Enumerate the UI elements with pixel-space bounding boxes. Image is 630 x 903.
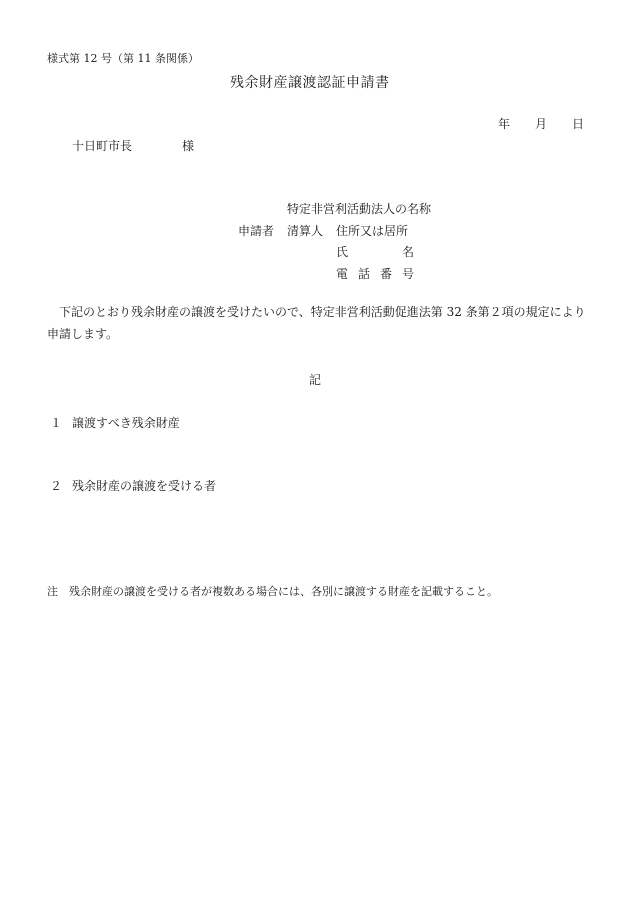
date-month-label: 月 xyxy=(535,117,548,131)
date-day-label: 日 xyxy=(572,117,585,131)
liquidator-label: 清算人 xyxy=(287,224,324,238)
ki-heading: 記 xyxy=(309,373,322,387)
phone-label xyxy=(336,265,414,282)
phone-label-part: 号 xyxy=(401,267,414,281)
phone-label-part: 番 xyxy=(379,267,392,281)
name-label-part: 氏 xyxy=(336,245,349,259)
applicant-label: 申請者 xyxy=(238,224,275,238)
addressee-honorific: 様 xyxy=(182,139,195,153)
phone-label-part: 電 xyxy=(336,267,349,281)
date-year-label: 年 xyxy=(498,117,511,131)
address-label: 住所又は居所 xyxy=(336,224,409,238)
body-paragraph: 下記のとおり残余財産の譲渡を受けたいので、特定非営利活動促進法第 32 条第２項の規定により申請します。 xyxy=(47,305,586,341)
name-label-part: 名 xyxy=(401,245,414,259)
form-number: 様式第 12 号（第 11 条関係） xyxy=(47,52,199,65)
document-title: 残余財産譲渡認証申請書 xyxy=(230,75,390,91)
phone-label-part: 話 xyxy=(357,267,370,281)
item-text: 譲渡すべき残余財産 xyxy=(72,416,180,430)
addressee-name: 十日町市長 xyxy=(72,139,133,153)
item-number: １ xyxy=(50,416,63,430)
item-number: ２ xyxy=(50,479,63,493)
note-label: 注 xyxy=(47,585,58,598)
name-label xyxy=(336,243,414,260)
org-name-label: 特定非営利活動法人の名称 xyxy=(287,202,432,216)
note-text: 残余財産の譲渡を受ける者が複数ある場合には、各別に譲渡する財産を記載すること。 xyxy=(69,585,498,598)
item-text: 残余財産の譲渡を受ける者 xyxy=(72,479,217,493)
